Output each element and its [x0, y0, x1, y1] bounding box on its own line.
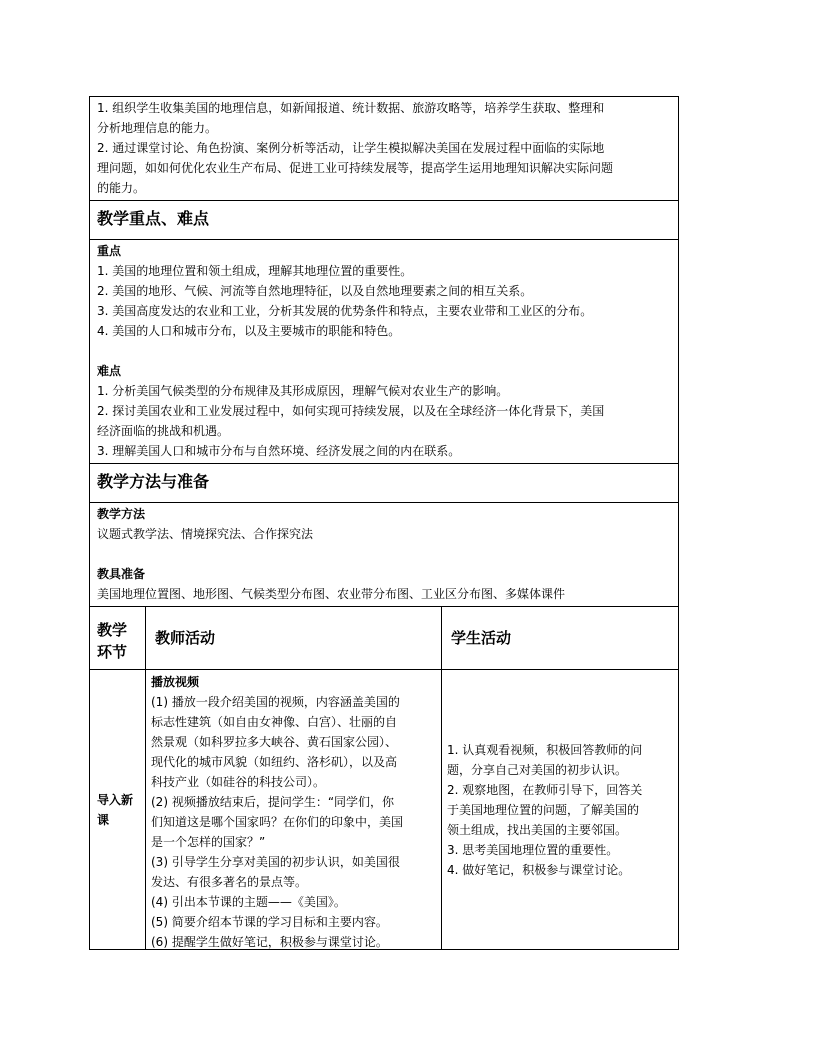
student-line: 1. 认真观看视频，积极回答教师的问: [447, 743, 643, 757]
teacher-title: 播放视频: [151, 675, 200, 689]
header-stage: 教学环节: [90, 607, 146, 669]
key-label: 重点: [97, 244, 122, 258]
teacher-line: 标志性建筑（如自由女神像、白宫）、壮丽的自: [151, 715, 398, 729]
difficult-label: 难点: [97, 364, 122, 378]
student-line: 领土组成，找出美国的主要邻国。: [447, 823, 628, 837]
objectives-section: [90, 97, 678, 201]
teacher-line: (1) 播放一段介绍美国的视频，内容涵盖美国的: [151, 695, 400, 709]
lesson-plan-table: [89, 96, 679, 950]
teacher-line: (4) 引出本节课的主题——《美国》。: [151, 895, 346, 909]
key-item: 4. 美国的人口和城市分布，以及主要城市的职能和特色。: [97, 324, 401, 338]
header-teacher: 教师活动: [146, 607, 442, 669]
student-activity: [442, 670, 678, 949]
difficult-item: 1. 分析美国气候类型的分布规律及其形成原因，理解气候对农业生产的影响。: [97, 384, 509, 398]
objective-line: 1. 组织学生收集美国的地理信息，如新闻报道、统计数据、旅游攻略等，培养学生获取、整理和: [97, 101, 605, 115]
difficult-item: 2. 探讨美国农业和工业发展过程中，如何实现可持续发展，以及在全球经济一体化背景下，美国: [97, 404, 605, 418]
key-item: 2. 美国的地形、气候、河流等自然地理特征，以及自然地理要素之间的相互关系。: [97, 284, 533, 298]
student-line: 于美国地理位置的问题，了解美国的: [447, 803, 640, 817]
teacher-line: 现代化的城市风貌（如纽约、洛杉矶），以及高: [151, 755, 398, 769]
teacher-line: (2) 视频播放结束后，提问学生：“同学们，你: [151, 795, 395, 809]
teacher-activity: [146, 670, 442, 949]
teacher-line: 然景观（如科罗拉多大峡谷、黄石国家公园）、: [151, 735, 398, 749]
objective-line: 理问题，如如何优化农业生产布局、促进工业可持续发展等，提高学生运用地理知识解决实际问题: [97, 161, 614, 175]
key-points-heading: 教学重点、难点: [90, 201, 678, 240]
student-line: 2. 观察地图，在教师引导下，回答关: [447, 783, 643, 797]
teacher-line: (3) 引导学生分享对美国的初步认识，如美国很: [151, 855, 400, 869]
difficult-item: 3. 理解美国人口和城市分布与自然环境、经济发展之间的内在联系。: [97, 444, 461, 458]
teacher-line: (5) 简要介绍本节课的学习目标和主要内容。: [151, 915, 388, 929]
header-student: 学生活动: [451, 629, 512, 647]
difficult-item: 经济面临的挑战和机遇。: [97, 424, 230, 438]
activity-row: [90, 670, 678, 949]
teacher-line: 科技产业（如硅谷的科技公司）。: [151, 775, 326, 789]
stage-name: 导入新课: [97, 792, 134, 827]
key-item: 3. 美国高度发达的农业和工业，分析其发展的优势条件和特点，主要农业带和工业区的分布。: [97, 304, 593, 318]
key-points-section: [90, 240, 678, 464]
objective-line: 2. 通过课堂讨论、角色扮演、案例分析等活动，让学生模拟解决美国在发展过程中面临的实际地: [97, 141, 605, 155]
methods-section: [90, 503, 678, 607]
method-text: 议题式教学法、情境探究法、合作探究法: [97, 527, 314, 541]
teacher-line: (6) 提醒学生做好笔记，积极参与课堂讨论。: [151, 935, 388, 949]
methods-heading: 教学方法与准备: [90, 464, 678, 503]
student-line: 题，分享自己对美国的初步认识。: [447, 763, 628, 777]
objective-line: 的能力。: [97, 181, 146, 195]
method-label: 教学方法: [97, 507, 146, 521]
key-item: 1. 美国的地理位置和领土组成，理解其地理位置的重要性。: [97, 264, 413, 278]
activity-table-header: [90, 607, 678, 670]
teacher-line: 是一个怎样的国家？”: [151, 835, 266, 849]
student-line: 3. 思考美国地理位置的重要性。: [447, 843, 619, 857]
prep-label: 教具准备: [97, 567, 146, 581]
objective-line: 分析地理信息的能力。: [97, 121, 218, 135]
student-line: 4. 做好笔记，积极参与课堂讨论。: [447, 863, 631, 877]
teacher-line: 发达、有很多著名的景点等。: [151, 875, 308, 889]
prep-text: 美国地理位置图、地形图、气候类型分布图、农业带分布图、工业区分布图、多媒体课件: [97, 587, 566, 601]
teacher-line: 们知道这是哪个国家吗？在你们的印象中，美国: [151, 815, 404, 829]
